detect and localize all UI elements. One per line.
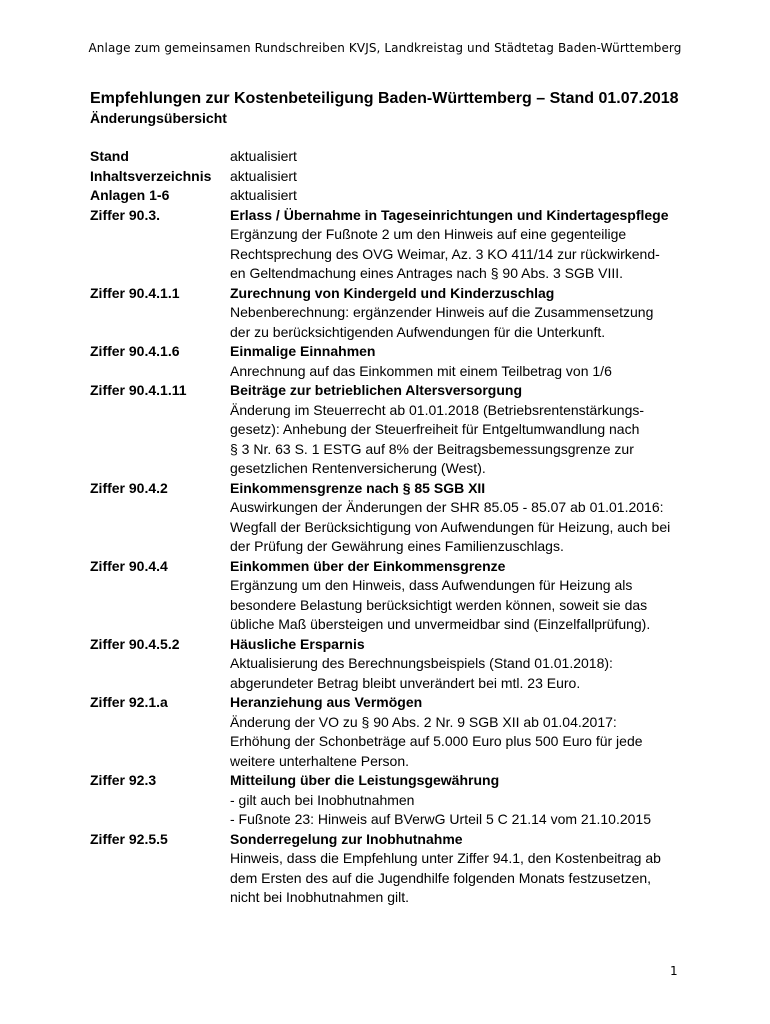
- entry-heading: Mitteilung über die Leistungsgewährung: [230, 772, 500, 788]
- entry-label: Anlagen 1-6: [90, 187, 170, 203]
- change-entry: [90, 479, 690, 557]
- entry-body: [230, 167, 690, 187]
- entry-text-line: abgerundeter Betrag bleibt unverändert bei mtl. 23 Euro.: [230, 674, 581, 691]
- entry-heading: Einmalige Einnahmen: [230, 343, 376, 359]
- entry-label: Ziffer 90.4.1.1: [90, 284, 180, 301]
- entry-text-line: gesetzlichen Rentenversicherung (West).: [230, 460, 486, 476]
- entry-body: [230, 557, 690, 635]
- page-number: 1: [670, 964, 678, 978]
- entry-text-line: - gilt auch bei Inobhutnahmen: [230, 791, 415, 808]
- entry-body: [230, 635, 690, 694]
- entry-label: Ziffer 90.4.5.2: [90, 635, 180, 652]
- change-entry: [90, 381, 690, 479]
- entry-body: [230, 206, 690, 284]
- page-header: Anlage zum gemeinsamen Rundschreiben KVJS, Landkreistag und Städtetag Baden-Württemberg: [88, 41, 682, 55]
- entry-body: [230, 693, 690, 771]
- entry-label: Ziffer 90.4.4: [90, 557, 168, 574]
- entry-text-line: - Fußnote 23: Hinweis auf BVerwG Urteil 5 C 21.14 vom 21.10.2015: [230, 811, 651, 827]
- entry-text-line: Hinweis, dass die Empfehlung unter Ziffer 94.1, den Kostenbeitrag ab: [230, 850, 661, 866]
- entry-body: [230, 284, 690, 343]
- entry-text-line: Auswirkungen der Änderungen der SHR 85.05 - 85.07 ab 01.01.2016:: [230, 499, 664, 515]
- entry-text-line: Erhöhung der Schonbeträge auf 5.000 Euro plus 500 Euro für jede: [230, 733, 643, 749]
- entry-label: Ziffer 90.4.1.6: [90, 343, 180, 359]
- entry-text-line: besondere Belastung berücksichtigt werden können, soweit sie das: [230, 596, 648, 613]
- entry-heading: Häusliche Ersparnis: [230, 635, 365, 652]
- change-entry: [90, 284, 690, 343]
- entry-text-line: Nebenberechnung: ergänzender Hinweis auf die Zusammensetzung: [230, 304, 654, 320]
- entry-text-line: weitere unterhaltene Person.: [230, 752, 409, 769]
- entry-body: [230, 342, 690, 381]
- entry-heading: Einkommen über der Einkommensgrenze: [230, 557, 506, 574]
- entry-text-line: Änderung im Steuerrecht ab 01.01.2018 (Betriebsrentenstärkungs-: [230, 401, 645, 418]
- entry-body: [230, 771, 690, 830]
- entry-heading: Einkommensgrenze nach § 85 SGB XII: [230, 479, 486, 496]
- entry-text-line: aktualisiert: [230, 167, 297, 184]
- entry-label: Ziffer 90.3.: [90, 206, 161, 223]
- entry-text-line: gesetz): Anhebung der Steuerfreiheit für Entgeltumwandlung nach: [230, 421, 640, 437]
- entry-text-line: Anrechnung auf das Einkommen mit einem Teilbetrag von 1/6: [230, 362, 612, 379]
- entry-body: [230, 830, 690, 908]
- document-title: Empfehlungen zur Kostenbeteiligung Baden-Württemberg – Stand 01.07.2018: [90, 90, 679, 107]
- entry-heading: Heranziehung aus Vermögen: [230, 694, 423, 710]
- entry-text-line: Änderung der VO zu § 90 Abs. 2 Nr. 9 SGB XII ab 01.04.2017:: [230, 713, 617, 730]
- entry-heading: Zurechnung von Kindergeld und Kinderzuschlag: [230, 284, 555, 301]
- entry-heading: Sonderregelung zur Inobhutnahme: [230, 830, 463, 847]
- entry-label: Ziffer 92.5.5: [90, 830, 168, 847]
- entry-text-line: Wegfall der Berücksichtigung von Aufwendungen für Heizung, auch bei: [230, 518, 671, 535]
- entry-label: Ziffer 92.3: [90, 772, 157, 788]
- entry-heading: Erlass / Übernahme in Tageseinrichtungen und Kindertagespflege: [230, 206, 669, 223]
- entry-label: Stand: [90, 148, 129, 164]
- entry-text-line: Aktualisierung des Berechnungsbeispiels (Stand 01.01.2018):: [230, 655, 613, 671]
- entry-heading: Beiträge zur betrieblichen Altersversorgung: [230, 382, 522, 398]
- change-entry: [90, 206, 690, 284]
- entry-text-line: aktualisiert: [230, 187, 297, 203]
- entry-text-line: dem Ersten des auf die Jugendhilfe folgenden Monats festzusetzen,: [230, 869, 652, 886]
- entry-label: Inhaltsverzeichnis: [90, 167, 212, 184]
- entry-label: Ziffer 90.4.2: [90, 479, 168, 496]
- change-entry: [90, 557, 690, 635]
- change-entry: [90, 635, 690, 694]
- change-entry: [90, 167, 690, 187]
- entry-body: [230, 186, 690, 206]
- change-entry: [90, 342, 690, 381]
- change-entry: [90, 830, 690, 908]
- entry-body: [230, 147, 690, 167]
- entry-text-line: der Prüfung der Gewährung eines Familienzuschlags.: [230, 538, 564, 554]
- entry-text-line: Ergänzung um den Hinweis, dass Aufwendungen für Heizung als: [230, 577, 633, 593]
- entry-label: Ziffer 90.4.1.11: [90, 382, 187, 398]
- change-list: [90, 147, 690, 908]
- entry-body: [230, 479, 690, 557]
- change-entry: [90, 186, 690, 206]
- entry-text-line: § 3 Nr. 63 S. 1 ESTG auf 8% der Beitragsbemessungsgrenze zur: [230, 440, 634, 457]
- entry-body: [230, 381, 690, 479]
- entry-text-line: nicht bei Inobhutnahmen gilt.: [230, 889, 410, 905]
- entry-text-line: Rechtsprechung des OVG Weimar, Az. 3 KO 411/14 zur rückwirkend-: [230, 245, 660, 262]
- entry-label: Ziffer 92.1.a: [90, 694, 168, 710]
- entry-text-line: der zu berücksichtigenden Aufwendungen für die Unterkunft.: [230, 323, 606, 340]
- entry-text-line: Ergänzung der Fußnote 2 um den Hinweis auf eine gegenteilige: [230, 226, 627, 242]
- entry-text-line: übliche Maß übersteigen und unvermeidbar sind (Einzelfallprüfung).: [230, 616, 651, 632]
- entry-text-line: aktualisiert: [230, 148, 297, 164]
- entry-text-line: en Geltendmachung eines Antrages nach § 90 Abs. 3 SGB VIII.: [230, 265, 624, 281]
- change-entry: [90, 693, 690, 771]
- change-entry: [90, 147, 690, 167]
- document-subtitle: Änderungsübersicht: [90, 110, 227, 126]
- change-entry: [90, 771, 690, 830]
